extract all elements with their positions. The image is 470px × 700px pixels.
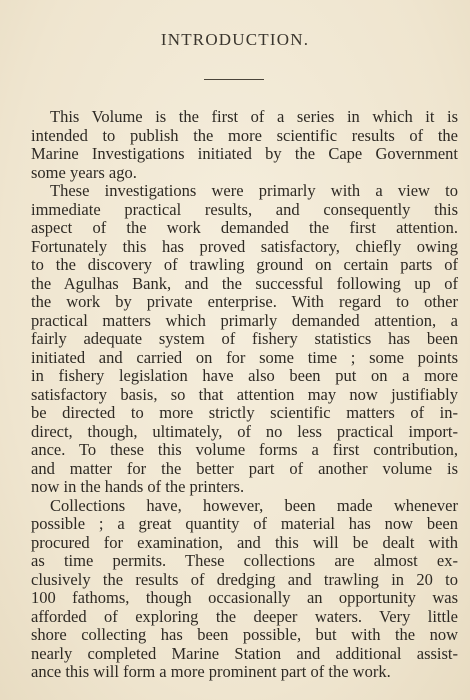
- paragraph-line: direct, though, ultimately, of no less practical import-: [31, 421, 458, 441]
- paragraph-line: Marine Investigations initiated by the Cape Government: [31, 144, 458, 163]
- paragraph-line: This Volume is the first of a series in which it is: [50, 107, 458, 126]
- paragraph-line: some years ago.: [31, 162, 137, 182]
- paragraph-line: procured for examination, and this will be dealt with: [31, 532, 458, 552]
- paragraph-line: the work by private enterprise. With regard to other: [31, 292, 458, 311]
- paragraph-line: ance this will form a more prominent part of the work.: [31, 662, 391, 681]
- paragraph-line: the Agulhas Bank, and the successful following up of: [31, 273, 458, 293]
- paragraph-line: and matter for the better part of another volume is: [31, 458, 458, 478]
- paragraph-line: possible ; a great quantity of material has now been: [31, 514, 458, 533]
- paragraph-line: as time permits. These collections are almost ex-: [31, 551, 458, 570]
- paragraph-line: Collections have, however, been made whenever: [50, 495, 458, 515]
- paragraph-line: aspect of the work demanded the first attention.: [31, 218, 458, 237]
- paragraph-line: now in the hands of the printers.: [31, 477, 245, 496]
- paragraph-line: in fishery legislation have also been put on a more: [31, 366, 458, 385]
- paragraph-line: shore collecting has been possible, but with the now: [31, 625, 458, 644]
- heading-rule: [204, 79, 264, 80]
- paragraph-line: fairly adequate system of fishery statistics has been: [31, 329, 458, 348]
- paragraph-line: nearly completed Marine Station and additional assist-: [31, 643, 458, 663]
- paragraph-line: clusively the results of dredging and trawling in 20 to: [31, 569, 458, 589]
- paragraph-line: immediate practical results, and consequently this: [31, 199, 458, 219]
- paragraph-line: be directed to more strictly scientific matters of in-: [31, 403, 458, 422]
- paragraph-line: ance. To these this volume forms a first contribution,: [31, 440, 458, 459]
- paragraph-line: practical matters which primarly demanded attention, a: [31, 310, 458, 330]
- body-text: [31, 108, 458, 682]
- paragraph-line: initiated and carried on for some time ; some points: [31, 347, 458, 367]
- paragraph-line: Fortunately this has proved satisfactory, chiefly owing: [31, 236, 458, 256]
- paragraph-line: satisfactory basis, so that attention may now justifiably: [31, 384, 458, 404]
- paragraph-line: to the discovery of trawling ground on certain parts of: [31, 255, 458, 274]
- paragraph-line: 100 fathoms, though occasionally an opportunity was: [31, 588, 458, 607]
- paragraph-line: afforded of exploring the deeper waters. Very little: [31, 606, 458, 626]
- paragraph-line: intended to publish the more scientific results of the: [31, 125, 458, 145]
- paragraph-line: These investigations were primarly with a view to: [50, 181, 458, 200]
- page-heading: INTRODUCTION.: [160, 30, 310, 49]
